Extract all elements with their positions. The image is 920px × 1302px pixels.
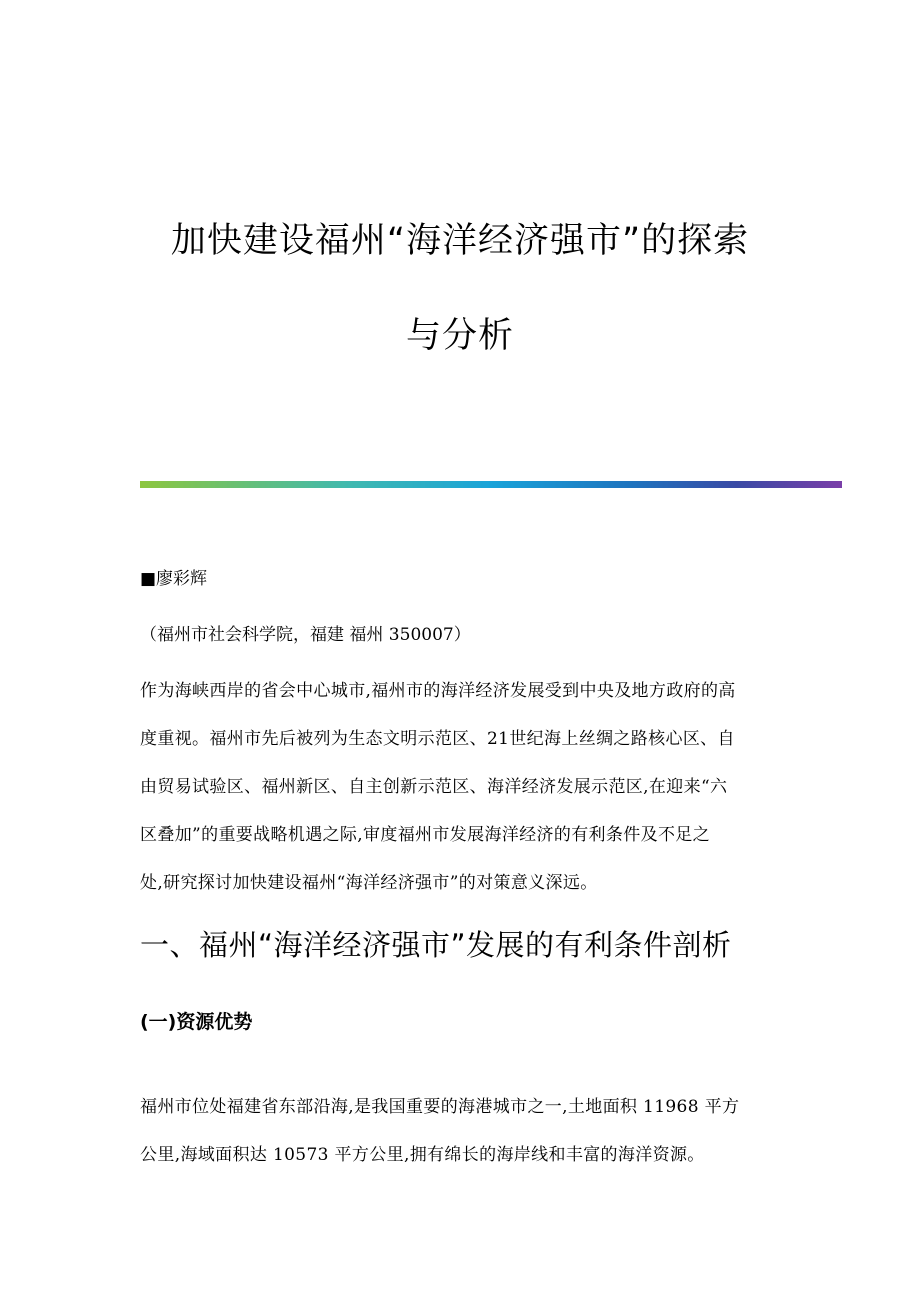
intro-paragraph-line: 由贸易试验区、福州新区、自主创新示范区、海洋经济发展示范区,在迎来“六 xyxy=(140,777,728,797)
subsection-heading: (一)资源优势 xyxy=(140,1011,253,1033)
title-divider xyxy=(140,481,842,488)
intro-paragraph-line: 度重视。福州市先后被列为生态文明示范区、21世纪海上丝绸之路核心区、自 xyxy=(140,729,735,749)
document-title-line-2: 与分析 xyxy=(405,316,514,356)
author-name: ■廖彩辉 xyxy=(140,569,208,589)
section-heading: 一、福州“海洋经济强市”发展的有利条件剖析 xyxy=(140,928,732,962)
resource-paragraph-line: 福州市位处福建省东部沿海,是我国重要的海港城市之一,土地面积 11968 平方 xyxy=(140,1097,740,1117)
intro-paragraph-line: 处,研究探讨加快建设福州“海洋经济强市”的对策意义深远。 xyxy=(140,873,598,893)
intro-paragraph-line: 区叠加”的重要战略机遇之际,审度福州市发展海洋经济的有利条件及不足之 xyxy=(140,825,710,845)
document-title-line-1: 加快建设福州“海洋经济强市”的探索 xyxy=(170,221,750,261)
resource-paragraph-line: 公里,海域面积达 10573 平方公里,拥有绵长的海岸线和丰富的海洋资源。 xyxy=(140,1145,705,1165)
author-affiliation: （福州市社会科学院，福建 福州 350007） xyxy=(140,625,471,645)
intro-paragraph-line: 作为海峡西岸的省会中心城市,福州市的海洋经济发展受到中央及地方政府的高 xyxy=(140,681,736,701)
